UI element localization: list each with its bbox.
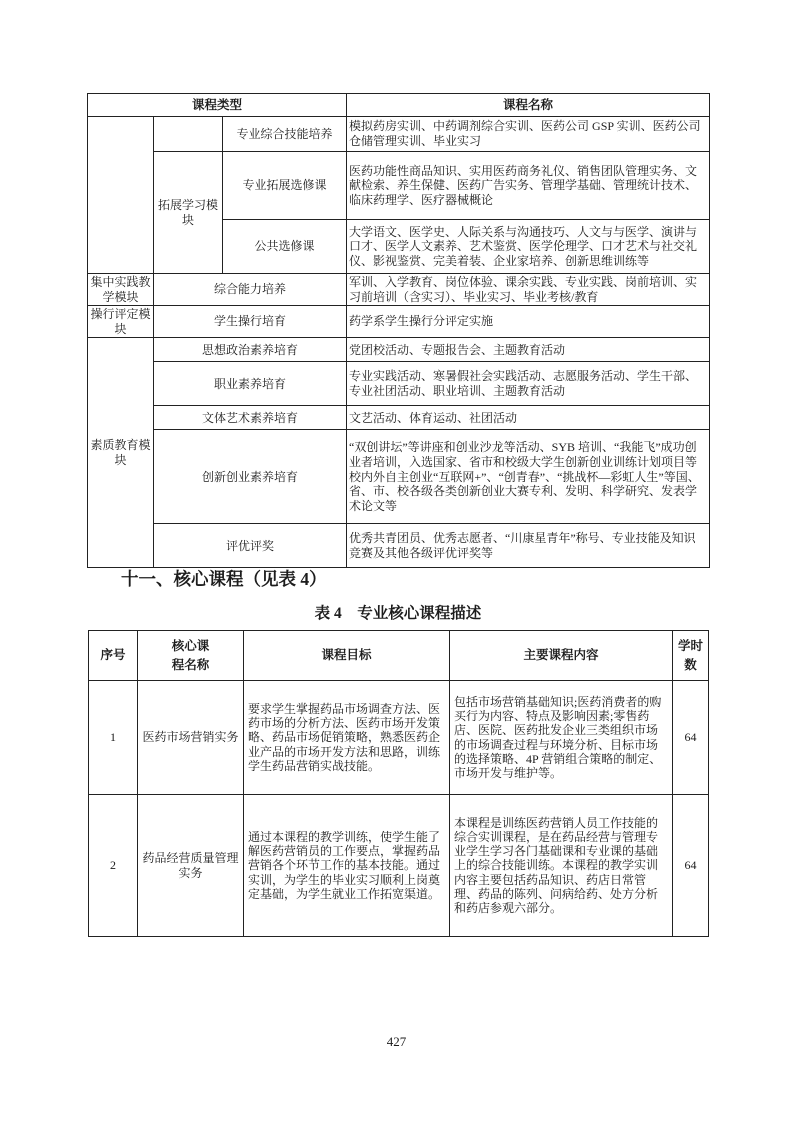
courses-cell: 大学语文、医学史、人际关系与沟通技巧、人文与与医学、演讲与口才、医学人文素养、艺术鉴赏、医学伦理学、口才艺术与社交礼仪、影视鉴赏、完美着装、企业家培养、创新思维训练等 bbox=[347, 220, 710, 274]
courses-cell: 专业实践活动、寒暑假社会实践活动、志愿服务活动、学生干部、专业社团活动、职业培训、主题教育活动 bbox=[347, 362, 710, 406]
empty-group-cell bbox=[154, 117, 223, 152]
header-course-type: 课程类型 bbox=[88, 94, 347, 117]
module-cell: 操行评定模块 bbox=[88, 306, 154, 338]
table-row bbox=[88, 152, 710, 220]
subcategory-cell: 职业素养培育 bbox=[154, 362, 347, 406]
module-cell: 集中实践教学模块 bbox=[88, 274, 154, 306]
course-content-cell: 本课程是训练医药营销人员工作技能的综合实训课程，是在药品经营与管理专业学生学习各门基础课和专业课的基础上的综合技能训练。本课程的教学实训内容主要包括药品知识、药店日常管理、药品的陈列、问病给药、处方分析和药店参观六部分。 bbox=[450, 795, 673, 937]
table-row bbox=[88, 306, 710, 338]
course-goal-cell: 要求学生掌握药品市场调查方法、医药市场的分析方法、医药市场开发策略、药品市场促销策略，熟悉医药企业产品的市场开发方法和思路，训练学生药品营销实战技能。 bbox=[244, 681, 450, 795]
header-name bbox=[138, 631, 244, 681]
table-row bbox=[88, 430, 710, 524]
row-no: 1 bbox=[89, 681, 138, 795]
subcategory-cell: 综合能力培养 bbox=[154, 274, 347, 306]
table-row bbox=[89, 681, 709, 795]
subcategory-cell: 评优评奖 bbox=[154, 524, 347, 568]
subcategory-cell: 思想政治素养培育 bbox=[154, 338, 347, 362]
section-heading: 十一、核心课程（见表 4） bbox=[121, 569, 327, 589]
subcategory-cell: 学生操行培育 bbox=[154, 306, 347, 338]
module-cell: 拓展学习模块 bbox=[154, 152, 223, 274]
courses-cell: 文艺活动、体育运动、社团活动 bbox=[347, 406, 710, 430]
subcategory-cell: 专业综合技能培养 bbox=[223, 117, 347, 152]
header-hours-label: 学时数 bbox=[677, 638, 703, 672]
header-course-name: 课程名称 bbox=[347, 94, 710, 117]
table-header-row bbox=[88, 94, 710, 117]
header-content: 主要课程内容 bbox=[450, 631, 673, 681]
table-row bbox=[88, 406, 710, 430]
courses-cell: 药学系学生操行分评定实施 bbox=[347, 306, 710, 338]
subcategory-cell: 专业拓展选修课 bbox=[223, 152, 347, 220]
subcategory-cell: 文体艺术素养培育 bbox=[154, 406, 347, 430]
courses-cell: 优秀共青团员、优秀志愿者、“川康星青年”称号、专业技能及知识竞赛及其他各级评优评奖等 bbox=[347, 524, 710, 568]
table-row bbox=[88, 338, 710, 362]
course-name-cell: 药品经营质量管理实务 bbox=[138, 795, 244, 937]
header-hours bbox=[673, 631, 709, 681]
courses-cell: “双创讲坛”等讲座和创业沙龙等活动、SYB 培训、“我能飞”成功创业者培训，入选国家、省市和校级大学生创新创业训练计划项目等校内外自主创业“互联网+”、“创青春”、“挑战杯—彩虹人生”等国、省、市、校各级各类创新创业大赛专利、发明、科学研究、发表学术论文等 bbox=[347, 430, 710, 524]
courses-cell: 党团校活动、专题报告会、主题教育活动 bbox=[347, 338, 710, 362]
curriculum-table bbox=[87, 93, 710, 568]
module-cell: 素质教育模块 bbox=[88, 338, 154, 568]
empty-module-cell bbox=[88, 117, 154, 274]
table4-caption: 表 4 专业核心课程描述 bbox=[314, 605, 482, 622]
course-goal-cell: 通过本课程的教学训练，使学生能了解医药营销员的工作要点，掌握药品营销各个环节工作的基本技能。通过实训，为学生的毕业实习顺利上岗奠定基础，为学生就业工作拓宽渠道。 bbox=[244, 795, 450, 937]
core-course-table bbox=[88, 630, 709, 937]
header-name-label: 核心课程名称 bbox=[171, 638, 210, 672]
table-row bbox=[88, 524, 710, 568]
header-goal: 课程目标 bbox=[244, 631, 450, 681]
subcategory-cell: 公共选修课 bbox=[223, 220, 347, 274]
table-row bbox=[88, 274, 710, 306]
table-row bbox=[88, 362, 710, 406]
courses-cell: 医药功能性商品知识、实用医药商务礼仪、销售团队管理实务、文献检索、养生保健、医药广告实务、管理学基础、管理统计技术、临床药理学、医疗器械概论 bbox=[347, 152, 710, 220]
courses-cell: 军训、入学教育、岗位体验、课余实践、专业实践、岗前培训、实习前培训（含实习）、毕业实习、毕业考核/教育 bbox=[347, 274, 710, 306]
row-no: 2 bbox=[89, 795, 138, 937]
courses-cell: 模拟药房实训、中药调剂综合实训、医药公司 GSP 实训、医药公司仓储管理实训、毕业实习 bbox=[347, 117, 710, 152]
subcategory-cell: 创新创业素养培育 bbox=[154, 430, 347, 524]
course-name-cell: 医药市场营销实务 bbox=[138, 681, 244, 795]
hours-cell: 64 bbox=[673, 681, 709, 795]
table-header-row bbox=[89, 631, 709, 681]
hours-cell: 64 bbox=[673, 795, 709, 937]
header-no: 序号 bbox=[89, 631, 138, 681]
course-content-cell: 包括市场营销基础知识;医药消费者的购买行为内容、特点及影响因素;零售药店、医院、医药批发企业三类组织市场的市场调查过程与环境分析、目标市场的选择策略、4P 营销组合策略的制定、市场开发与维护等。 bbox=[450, 681, 673, 795]
table-row bbox=[88, 117, 710, 152]
table-row bbox=[89, 795, 709, 937]
page-number: 427 bbox=[386, 1034, 407, 1049]
